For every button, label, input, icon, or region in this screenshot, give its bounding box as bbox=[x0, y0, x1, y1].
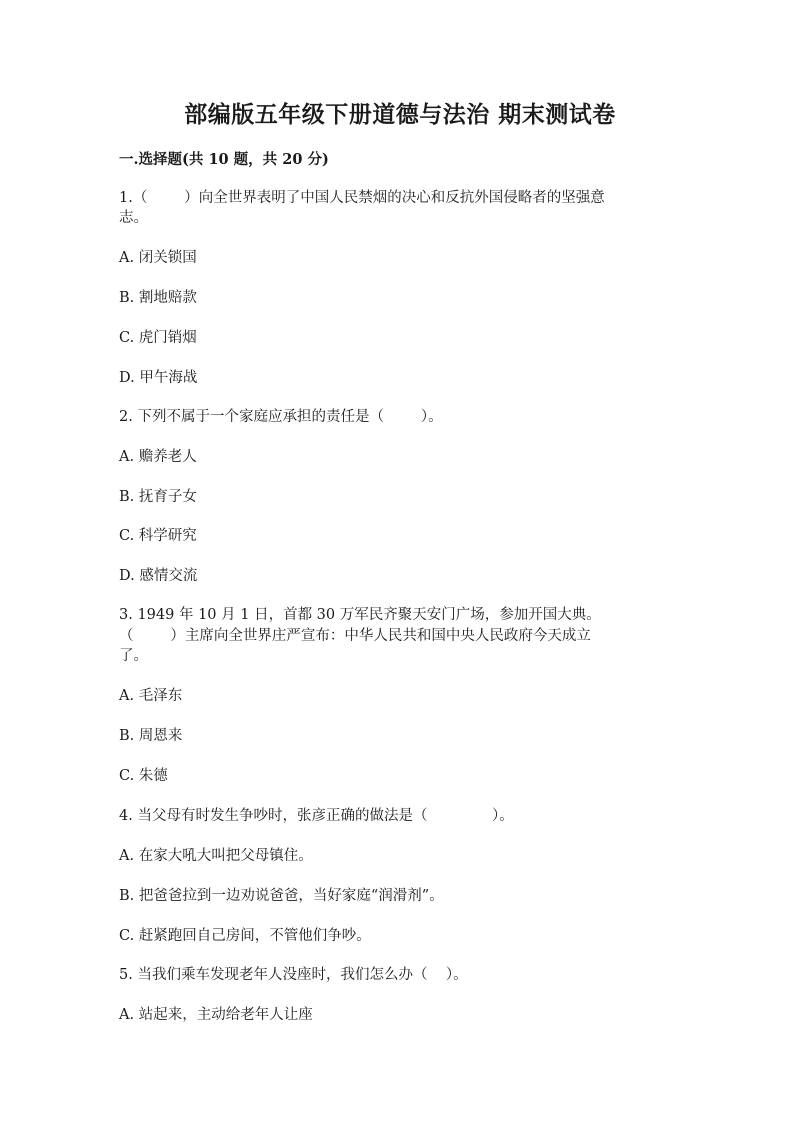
question-2-option-c: C. 科学研究 bbox=[119, 528, 197, 544]
question-5-option-a: A. 站起来，主动给老年人让座 bbox=[119, 1007, 313, 1023]
question-1-option-b: B. 割地赔款 bbox=[119, 290, 197, 306]
question-2-option-d: D. 感情交流 bbox=[119, 568, 198, 584]
question-1-option-d: D. 甲午海战 bbox=[119, 370, 198, 386]
question-3-option-c: C. 朱德 bbox=[119, 768, 168, 784]
section-heading: 一.选择题(共 10 题，共 20 分) bbox=[119, 151, 329, 168]
question-1-line-2: 志。 bbox=[119, 210, 148, 226]
question-1-option-a: A. 闭关锁国 bbox=[119, 250, 197, 266]
question-3-option-a: A. 毛泽东 bbox=[119, 688, 183, 704]
question-2-option-b: B. 抚育子女 bbox=[119, 489, 197, 505]
question-5-line-1: 5. 当我们乘车发现老年人没座时，我们怎么办（ ）。 bbox=[119, 967, 468, 983]
question-1-line-1: 1.（ ）向全世界表明了中国人民禁烟的决心和反抗外国侵略者的坚强意 bbox=[119, 190, 605, 206]
question-4-option-b: B. 把爸爸拉到一边劝说爸爸，当好家庭“润滑剂”。 bbox=[119, 888, 444, 904]
question-4-option-c: C. 赶紧跑回自己房间，不管他们争吵。 bbox=[119, 928, 371, 944]
question-4-line-1: 4. 当父母有时发生争吵时，张彦正确的做法是（ ）。 bbox=[119, 808, 514, 824]
question-2-line-1: 2. 下列不属于一个家庭应承担的责任是（ ）。 bbox=[119, 409, 443, 425]
question-4-option-a: A. 在家大吼大叫把父母镇住。 bbox=[119, 848, 313, 864]
question-3-option-b: B. 周恩来 bbox=[119, 728, 183, 744]
question-3-line-3: 了。 bbox=[119, 648, 148, 664]
question-2-option-a: A. 赡养老人 bbox=[119, 449, 197, 465]
question-3-line-2: （ ）主席向全世界庄严宣布：中华人民共和国中央人民政府今天成立 bbox=[119, 628, 591, 644]
page-title: 部编版五年级下册道德与法治 期末测试卷 bbox=[184, 101, 616, 128]
question-1-option-c: C. 虎门销烟 bbox=[119, 330, 197, 346]
question-3-line-1: 3. 1949 年 10 月 1 日，首都 30 万军民齐聚天安门广场，参加开国大典。 bbox=[119, 607, 601, 623]
